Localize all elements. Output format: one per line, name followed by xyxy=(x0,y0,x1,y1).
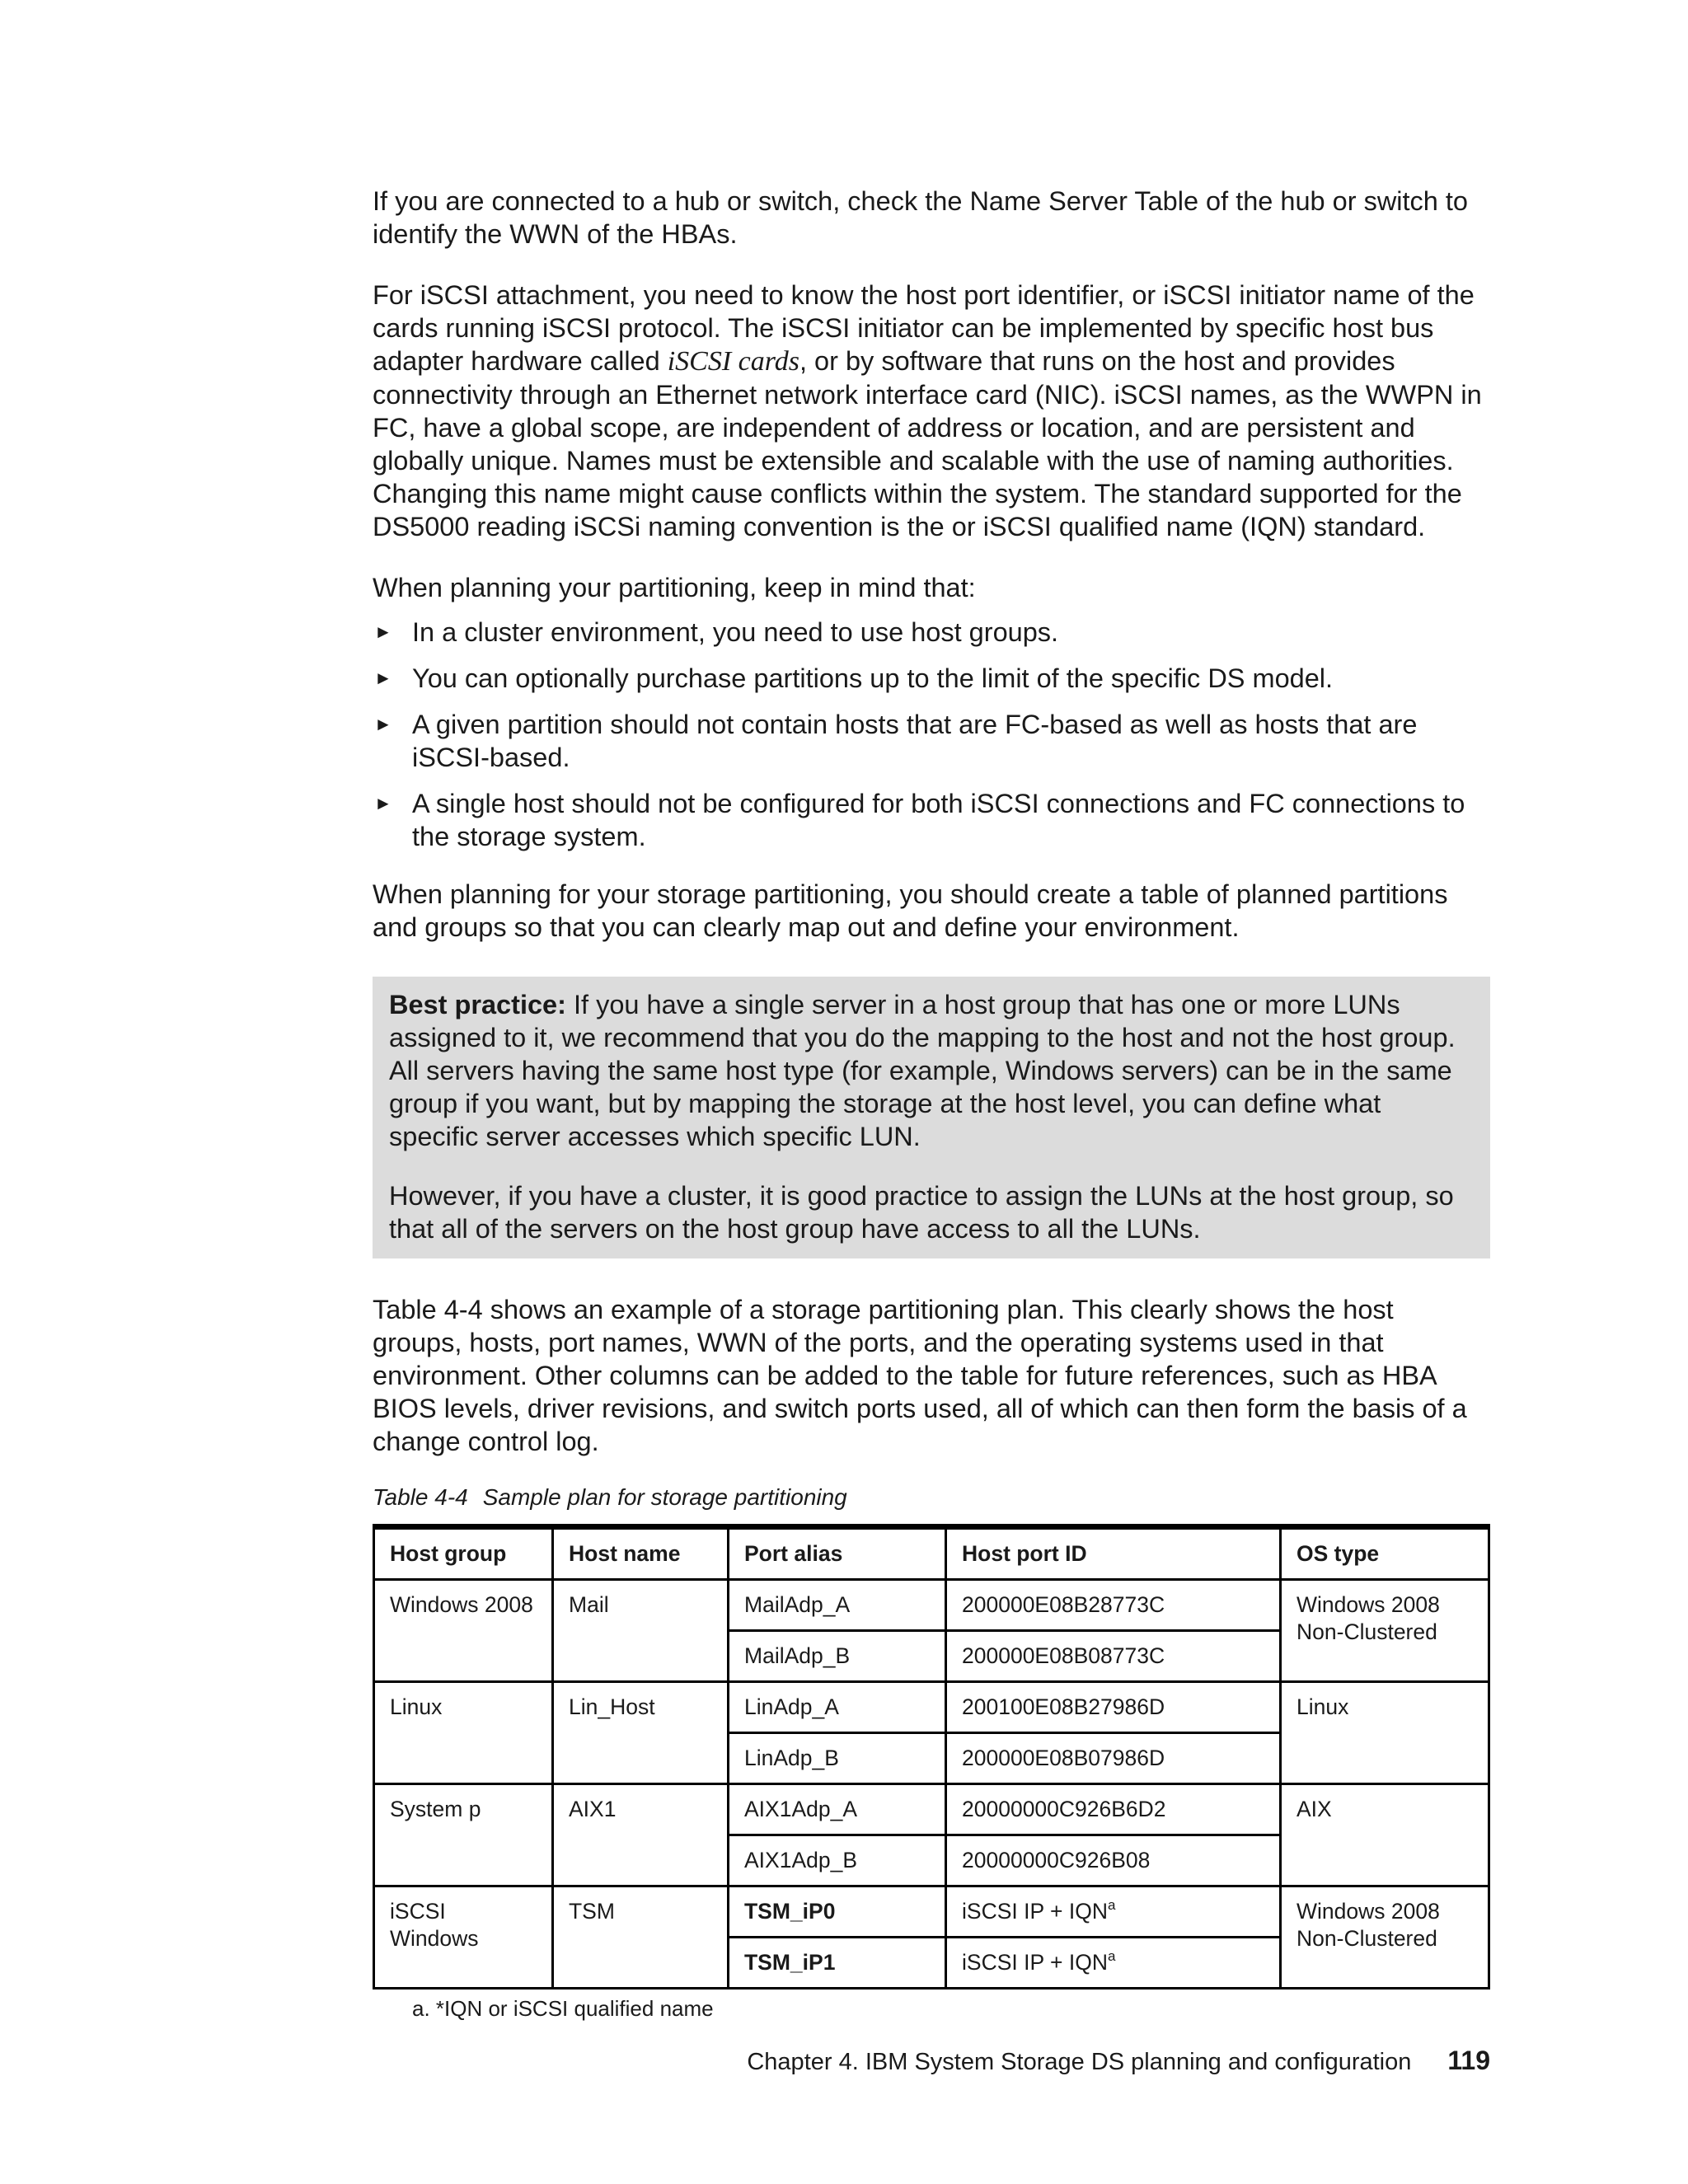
page-content xyxy=(373,185,1490,2022)
host-port-id-cell: 200000E08B28773C xyxy=(946,1580,1281,1631)
paragraph-table-intro: Table 4-4 shows an example of a storage partitioning plan. This clearly shows the host groups, hosts, port names, WWN of the ports, and the operating systems used in that environment. Other columns can be added to the table for future references, such as HBA BIOS levels, driver revisions, and switch ports used, all of which can then form the basis of a change control log. xyxy=(373,1295,1467,1456)
port-alias-cell: LinAdp_A xyxy=(729,1682,946,1733)
page-number: 119 xyxy=(1447,2046,1490,2075)
host-group-cell: Linux xyxy=(374,1682,553,1784)
iscsi-cards-term: iSCSI cards xyxy=(667,346,799,377)
paragraph-planning-table: When planning for your storage partitioning, you should create a table of planned partitions and groups so that you can clearly map out and define your environment. xyxy=(373,879,1448,942)
host-port-id-cell: 20000000C926B6D2 xyxy=(946,1784,1281,1835)
footnote-marker: a xyxy=(1107,1948,1116,1964)
paragraph-iscsi xyxy=(373,279,1490,543)
column-header: Host name xyxy=(553,1527,729,1580)
table-row xyxy=(374,1682,1489,1733)
best-practice-cluster-text: However, if you have a cluster, it is good practice to assign the LUNs at the host group, so that all of the servers on the host group have access to all the LUNs. xyxy=(389,1181,1454,1244)
host-port-id-cell: 20000000C926B08 xyxy=(946,1835,1281,1886)
page-footer xyxy=(373,2046,1490,2076)
footnote-marker: a xyxy=(1107,1897,1116,1913)
best-practice-text: Best practice: If you have a single server in a host group that has one or more LUNs assigned to it, we recommend that you do the mapping to the host and not the host group. All servers having the same host type (for example, Windows servers) can be in the same group if you want, but by mapping the storage at the host level, you can define what specific server accesses which specific LUN. xyxy=(389,990,1456,1151)
triangle-bullet-icon: ► xyxy=(374,668,392,688)
host-group-cell: Windows 2008 xyxy=(374,1580,553,1682)
host-name-cell: AIX1 xyxy=(553,1784,729,1886)
triangle-bullet-icon: ► xyxy=(374,793,392,813)
host-port-id-cell: 200000E08B07986D xyxy=(946,1733,1281,1784)
port-alias-cell: LinAdp_B xyxy=(729,1733,946,1784)
column-header: Host group xyxy=(374,1527,553,1580)
port-alias-cell: AIX1Adp_B xyxy=(729,1835,946,1886)
best-practice-label: Best practice: xyxy=(389,990,566,1019)
host-port-id-cell: 200000E08B08773C xyxy=(946,1631,1281,1682)
list-item: ► A single host should not be configured for both iSCSI connections and FC connections to the storage system. xyxy=(374,789,1465,851)
table-row xyxy=(374,1580,1489,1631)
iscsi-text-after: , or by software that runs on the host and provides connectivity through an Ethernet network interface card (NIC). iSCSI names, as the WWPN in FC, have a global scope, are independent of address or location, and are persistent and globally unique. Names must be extensible and scalable with the use of naming authorities. Changing this name might cause conflicts within the system. The standard supported for the DS5000 reading iSCSi naming convention is the or iSCSI qualified name (IQN) standard. xyxy=(373,346,1482,541)
list-item: ► In a cluster environment, you need to use host groups. xyxy=(374,617,1059,647)
table-row xyxy=(374,1784,1489,1835)
column-header: Host port ID xyxy=(946,1527,1281,1580)
table-header-row xyxy=(374,1527,1489,1580)
column-header: OS type xyxy=(1281,1527,1489,1580)
iscsi-text-before: For iSCSI attachment, you need to know the host port identifier, or iSCSI initiator name of the cards running iSCSI protocol. The iSCSI initiator can be implemented by specific host bus adapter hardware called xyxy=(373,280,1475,376)
best-practice-box xyxy=(373,977,1490,1258)
triangle-bullet-icon: ► xyxy=(374,714,392,734)
port-alias-cell: AIX1Adp_A xyxy=(729,1784,946,1835)
os-type-cell: Windows 2008 Non-Clustered xyxy=(1281,1580,1489,1682)
os-type-cell: Windows 2008 Non-Clustered xyxy=(1281,1886,1489,1989)
list-item: ► You can optionally purchase partitions up to the limit of the specific DS model. xyxy=(374,663,1334,693)
port-alias-cell: MailAdp_A xyxy=(729,1580,946,1631)
table-caption xyxy=(373,1483,1490,1512)
host-name-cell: Lin_Host xyxy=(553,1682,729,1784)
os-type-cell: Linux xyxy=(1281,1682,1489,1784)
list-item: ► A given partition should not contain hosts that are FC-based as well as hosts that are iSCSI-based. xyxy=(374,710,1418,772)
os-type-cell: AIX xyxy=(1281,1784,1489,1886)
host-port-id-cell: 200100E08B27986D xyxy=(946,1682,1281,1733)
paragraph-hub-switch: If you are connected to a hub or switch, check the Name Server Table of the hub or switch to identify the WWN of the HBAs. xyxy=(373,186,1469,249)
port-alias-cell: MailAdp_B xyxy=(729,1631,946,1682)
table-caption-title: Sample plan for storage partitioning xyxy=(482,1484,847,1510)
table-caption-number: Table 4-4 xyxy=(373,1484,468,1510)
host-port-id-cell: iSCSI IP + $IQN^a$ xyxy=(946,1938,1281,1989)
host-group-cell: iSCSI Windows xyxy=(374,1886,553,1989)
port-alias-cell: TSM_iP1 xyxy=(729,1938,946,1989)
table-row xyxy=(374,1886,1489,1938)
paragraph-planning-intro: When planning your partitioning, keep in mind that: xyxy=(373,573,976,602)
column-header: Port alias xyxy=(729,1527,946,1580)
host-name-cell: TSM xyxy=(553,1886,729,1989)
triangle-bullet-icon: ► xyxy=(374,621,392,642)
storage-partitioning-table xyxy=(373,1524,1490,1990)
table-footnote: a. *IQN or iSCSI qualified name xyxy=(412,1996,714,2021)
chapter-title: Chapter 4. IBM System Storage DS planning and configuration xyxy=(747,2049,1412,2075)
port-alias-cell: TSM_iP0 xyxy=(729,1886,946,1938)
planning-bullet-list xyxy=(373,616,1490,853)
host-port-id-cell: iSCSI IP + $IQN^a$ xyxy=(946,1886,1281,1938)
host-name-cell: Mail xyxy=(553,1580,729,1682)
host-group-cell: System p xyxy=(374,1784,553,1886)
